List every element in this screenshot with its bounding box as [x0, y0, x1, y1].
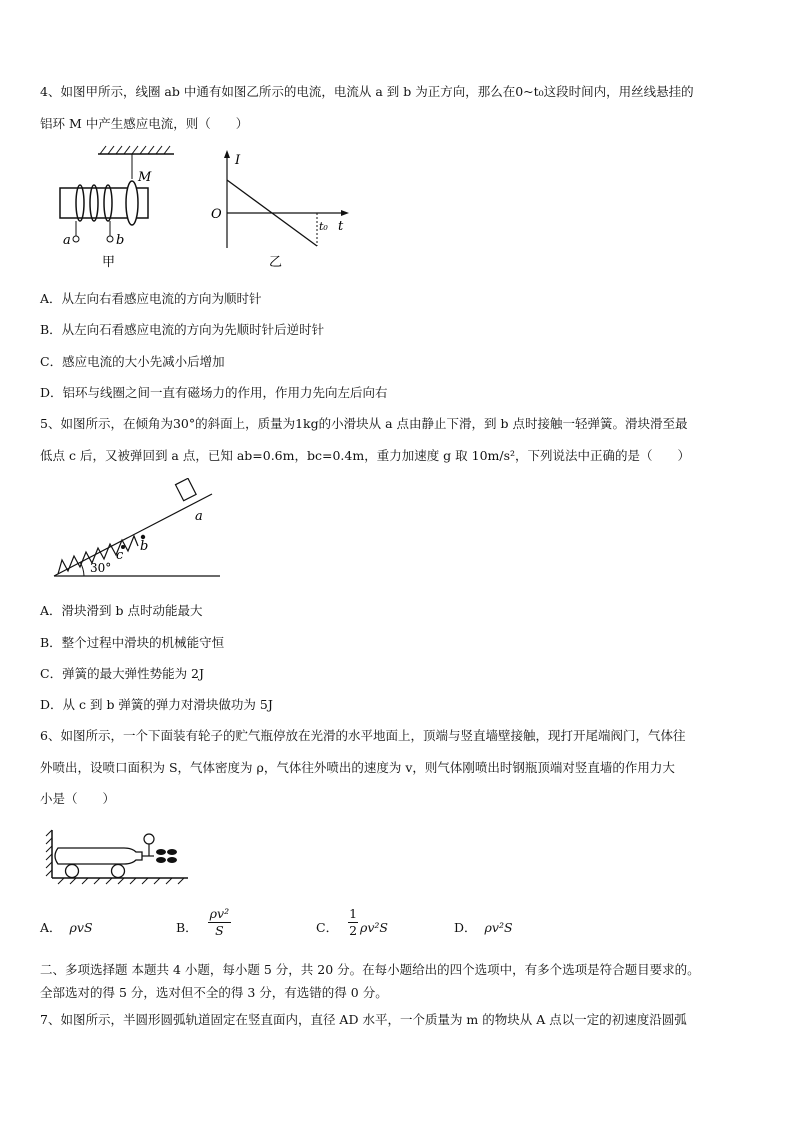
q4-option-b: B．从左向石看感应电流的方向为先顺时针后逆时针: [40, 322, 325, 337]
q4-option-a: A．从左向右看感应电流的方向为顺时针: [40, 291, 262, 306]
option-expr: ρv²S: [360, 920, 389, 935]
q6-option-b: [176, 906, 231, 939]
fraction: [348, 906, 358, 939]
q6-option-c: [316, 906, 388, 939]
option-expr: ρvS: [69, 920, 93, 935]
q5-figure-incline: [44, 478, 224, 583]
q6-stem-line2: 外喷出，设喷口面积为 S，气体密度为 ρ，气体往外喷出的速度为 v，则气体刚喷出时钢瓶顶端对竖直墙的作用力大: [40, 760, 675, 775]
option-label: B．: [176, 920, 198, 935]
q5-stem-line1: 5、如图所示，在倾角为30°的斜面上，质量为1kg的小滑块从 a 点由静止下滑，到 b 点时接触一轻弹簧。滑块滑至最: [40, 416, 688, 431]
wheel-left: [66, 865, 79, 878]
q4-option-c: C．感应电流的大小先减小后增加: [40, 354, 225, 369]
wall-hatch: [46, 830, 52, 876]
fraction-numerator: ρv²: [209, 906, 230, 921]
q6-stem-line3: 小是（ ）: [40, 791, 116, 806]
floor-hatch: [58, 878, 184, 884]
q6-stem-line1: 6、如图所示，一个下面装有轮子的贮气瓶停放在光滑的水平地面上，顶端与竖直墙壁接触，现打开尾端阀门，气体往: [40, 728, 686, 743]
q5-option-d: D．从 c 到 b 弹簧的弹力对滑块做功为 5J: [40, 697, 273, 712]
caption-jia: 甲: [102, 255, 116, 270]
fraction-numerator: 1: [349, 906, 358, 921]
q4-option-d: D．铝环与线圈之间一直有磁场力的作用，作用力先向左后向右: [40, 385, 388, 400]
q4-figure-jia: [50, 144, 180, 274]
label-t: t: [338, 219, 344, 234]
q5-option-b: B．整个过程中滑块的机械能守恒: [40, 635, 225, 650]
q7-stem-line1: 7、如图所示，半圆形圆弧轨道固定在竖直面内，直径 AD 水平，一个质量为 m 的物块从 A 点以一定的初速度沿圆弧: [40, 1012, 687, 1027]
q5-option-c: C．弹簧的最大弹性势能为 2J: [40, 666, 205, 681]
label-angle: 30°: [90, 561, 112, 575]
label-b: b: [116, 233, 125, 248]
option-label: D．: [454, 920, 477, 935]
label-O: O: [211, 207, 222, 222]
option-expr: ρv²S: [484, 920, 513, 935]
fraction-denominator: 2: [349, 923, 358, 938]
aluminium-ring: [126, 181, 138, 225]
label-b: b: [140, 539, 149, 554]
coil-windings: [76, 185, 112, 221]
q4-stem-line2: 铝环 M 中产生感应电流，则（ ）: [40, 116, 249, 131]
q5-option-a: A．滑块滑到 b 点时动能最大: [40, 603, 203, 618]
option-label: A．: [40, 920, 62, 935]
wheel-right: [112, 865, 125, 878]
valve-icon: [144, 834, 154, 844]
q6-option-a: [40, 920, 93, 936]
section2-heading-line2: 全部选对的得 5 分，选对但不全的得 3 分，有选错的得 0 分。: [40, 985, 388, 1000]
option-label: C．: [316, 920, 339, 935]
label-I: I: [235, 153, 241, 168]
q5-stem-line2: 低点 c 后，又被弹回到 a 点，已知 ab=0.6m，bc=0.4m，重力加速度 g 取 10m/s²，下列说法中正确的是（ ）: [40, 448, 691, 463]
fraction: [208, 906, 231, 939]
label-M: M: [138, 170, 152, 185]
label-c: c: [116, 548, 124, 563]
label-a: a: [63, 233, 71, 248]
q4-stem-line1: 4、如图甲所示，线圈 ab 中通有如图乙所示的电流，电流从 a 到 b 为正方向，那么在0~t₀这段时间内，用丝线悬挂的: [40, 84, 694, 99]
slider-block: [175, 478, 196, 500]
ceiling-hatch: [100, 146, 170, 154]
section2-heading-line1: 二、多项选择题 本题共 4 小题，每小题 5 分，共 20 分。在每小题给出的四个选项中，有多个选项是符合题目要求的。: [40, 962, 700, 977]
fraction-denominator: S: [215, 923, 224, 938]
caption-yi: 乙: [269, 255, 283, 270]
gas-puff-icon: [156, 849, 177, 863]
q4-figure-yi: [205, 148, 355, 273]
label-t0: t₀: [319, 220, 328, 233]
q6-figure-gas-bottle: [44, 826, 194, 886]
q6-option-d: [454, 920, 513, 936]
label-a: a: [195, 509, 203, 524]
bottle-body: [55, 848, 142, 864]
